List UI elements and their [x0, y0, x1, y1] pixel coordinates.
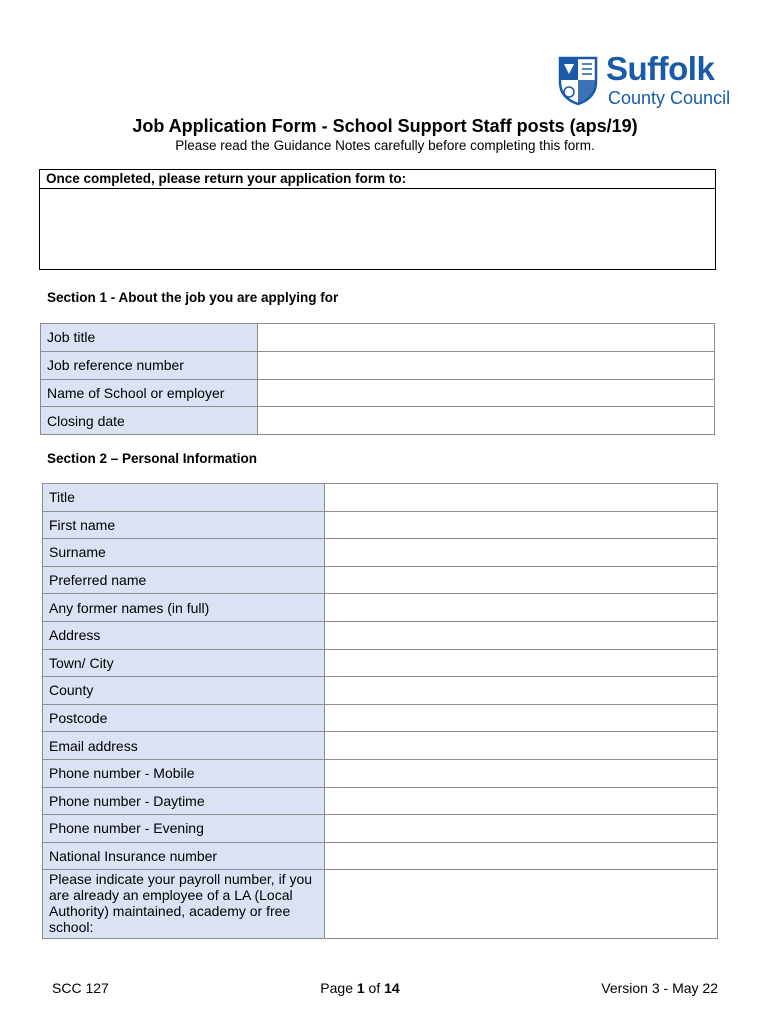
- field-label: First name: [43, 511, 325, 539]
- form-row: [41, 407, 715, 435]
- field-input[interactable]: [325, 842, 718, 870]
- form-row: [43, 649, 718, 677]
- form-row: [43, 511, 718, 539]
- field-input[interactable]: [258, 379, 715, 407]
- field-input[interactable]: [325, 511, 718, 539]
- logo-subtitle: County Council: [608, 88, 731, 108]
- form-row: [43, 621, 718, 649]
- page-current: 1: [356, 980, 365, 996]
- section1-title: Section 1 - About the job you are applying for: [47, 290, 339, 305]
- field-input[interactable]: [325, 870, 718, 939]
- field-input[interactable]: [258, 351, 715, 379]
- field-input[interactable]: [325, 677, 718, 705]
- form-row: [43, 732, 718, 760]
- form-row: [41, 351, 715, 379]
- field-label: Title: [43, 484, 325, 512]
- field-label: National Insurance number: [43, 842, 325, 870]
- field-label: Name of School or employer: [41, 379, 258, 407]
- suffolk-logo: [556, 50, 746, 110]
- field-input[interactable]: [325, 649, 718, 677]
- field-label: Job reference number: [41, 351, 258, 379]
- field-label: Email address: [43, 732, 325, 760]
- field-input[interactable]: [325, 594, 718, 622]
- field-label: Closing date: [41, 407, 258, 435]
- form-row: [43, 566, 718, 594]
- section2-table: [42, 483, 718, 939]
- form-row: [43, 539, 718, 567]
- field-label: Postcode: [43, 704, 325, 732]
- form-row: [41, 379, 715, 407]
- form-row: [43, 787, 718, 815]
- field-input[interactable]: [258, 324, 715, 352]
- field-input[interactable]: [325, 815, 718, 843]
- return-address-box: [39, 169, 716, 270]
- return-address-heading: Once completed, please return your application form to:: [40, 170, 715, 189]
- field-label: Preferred name: [43, 566, 325, 594]
- field-input[interactable]: [325, 539, 718, 567]
- field-label: Any former names (in full): [43, 594, 325, 622]
- field-label: Surname: [43, 539, 325, 567]
- field-input[interactable]: [325, 566, 718, 594]
- field-input[interactable]: [325, 484, 718, 512]
- field-label: Phone number - Evening: [43, 815, 325, 843]
- field-input[interactable]: [258, 407, 715, 435]
- field-input[interactable]: [325, 787, 718, 815]
- section2-title: Section 2 – Personal Information: [47, 451, 258, 466]
- form-row: [41, 324, 715, 352]
- form-row: [43, 594, 718, 622]
- logo-name: Suffolk: [606, 50, 715, 87]
- form-row: [43, 815, 718, 843]
- form-row: [43, 870, 718, 939]
- version-label: Version 3 - May 22: [601, 980, 718, 996]
- field-input[interactable]: [325, 732, 718, 760]
- form-row: [43, 704, 718, 732]
- page-subtitle: Please read the Guidance Notes carefully before completing this form.: [175, 138, 595, 153]
- field-input[interactable]: [325, 621, 718, 649]
- form-row: [43, 484, 718, 512]
- page-prefix: Page: [320, 980, 357, 996]
- form-code: SCC 127: [52, 980, 109, 996]
- field-label: Please indicate your payroll number, if you are already an employee of a LA (Local Authority) maintained, academy or free school:: [43, 870, 325, 939]
- form-row: [43, 759, 718, 787]
- field-label: Job title: [41, 324, 258, 352]
- form-row: [43, 842, 718, 870]
- field-label: Town/ City: [43, 649, 325, 677]
- field-input[interactable]: [325, 704, 718, 732]
- section1-table: [40, 323, 715, 435]
- field-label: Address: [43, 621, 325, 649]
- page-total: 14: [384, 980, 400, 996]
- crest-icon: [556, 56, 600, 106]
- return-address-field[interactable]: [40, 189, 715, 269]
- page-of: of: [364, 980, 385, 996]
- field-label: County: [43, 677, 325, 705]
- form-row: [43, 677, 718, 705]
- field-label: Phone number - Mobile: [43, 759, 325, 787]
- field-input[interactable]: [325, 759, 718, 787]
- page-title: Job Application Form - School Support Staff posts (aps/19): [132, 116, 638, 136]
- field-label: Phone number - Daytime: [43, 787, 325, 815]
